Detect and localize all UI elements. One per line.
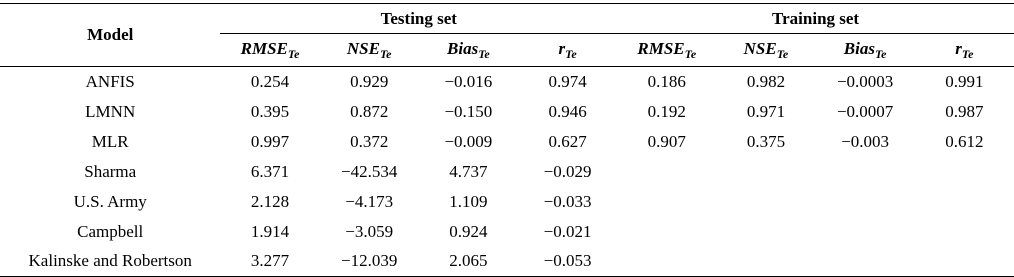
metric-header: $r_{Te}$ [955, 38, 974, 61]
value-cell: 0.872 [350, 101, 389, 121]
metric-header: Bias$_{Te}$ [447, 38, 490, 61]
value-cell: 1.109 [449, 191, 488, 211]
value-cell: 0.987 [945, 101, 984, 121]
table-row [0, 127, 1014, 157]
table-row [0, 157, 1014, 187]
value-cell: −0.029 [543, 161, 592, 181]
value-cell: 1.914 [250, 221, 290, 241]
metric-header: $r_{Te}$ [558, 38, 577, 61]
value-cell: 0.375 [746, 131, 786, 151]
results-table [0, 3, 1014, 277]
value-cell [915, 247, 1014, 277]
value-cell: −0.009 [444, 131, 493, 151]
table-row [0, 247, 1014, 277]
value-cell: 6.371 [250, 161, 290, 181]
table-row [0, 67, 1014, 97]
value-cell: −0.150 [444, 101, 493, 121]
value-cell: −0.003 [841, 131, 890, 151]
value-cell: 0.982 [746, 71, 786, 91]
value-cell: −0.0003 [836, 71, 894, 91]
value-cell [716, 247, 815, 277]
value-cell: 0.192 [647, 101, 686, 121]
value-cell [816, 247, 915, 277]
value-cell [816, 157, 915, 187]
value-cell: −42.534 [341, 161, 398, 181]
value-cell: −4.173 [345, 191, 394, 211]
metric-header: $NSE_{Te}$ [346, 38, 392, 61]
value-cell [716, 157, 815, 187]
value-cell [617, 157, 716, 187]
value-cell [915, 187, 1014, 217]
value-cell: 0.254 [250, 71, 290, 91]
value-cell: −0.053 [518, 247, 617, 277]
model-cell: Kalinske and Robertson [0, 247, 220, 277]
value-cell: 0.974 [548, 71, 587, 91]
value-cell [716, 187, 815, 217]
value-cell [816, 217, 915, 247]
value-cell [617, 187, 716, 217]
metric-header: Bias$_{Te}$ [843, 38, 887, 61]
value-cell: −0.016 [444, 71, 493, 91]
header-row-groups [0, 4, 1014, 34]
value-cell: 0.395 [250, 101, 290, 121]
value-cell: 0.627 [548, 131, 587, 151]
value-cell [617, 217, 716, 247]
table-row [0, 97, 1014, 127]
value-cell: −0.0007 [836, 101, 894, 121]
metric-header: $NSE_{Te}$ [743, 38, 789, 61]
value-cell [716, 217, 815, 247]
table-row [0, 187, 1014, 217]
metric-header: $RMSE_{Te}$ [240, 38, 300, 61]
model-cell: MLR [91, 131, 129, 151]
value-cell: 4.737 [449, 161, 488, 181]
value-cell [816, 187, 915, 217]
value-cell: 0.186 [647, 71, 686, 91]
metric-header: $RMSE_{Te}$ [637, 38, 697, 61]
value-cell: −0.033 [543, 191, 592, 211]
value-cell: 0.929 [350, 71, 389, 91]
value-cell: 2.065 [419, 247, 518, 277]
value-cell [915, 157, 1014, 187]
value-cell: 0.946 [548, 101, 587, 121]
model-cell: ANFIS [85, 71, 135, 91]
value-cell: 0.612 [945, 131, 984, 151]
value-cell [617, 247, 716, 277]
model-cell: Campbell [77, 221, 144, 241]
value-cell: 0.924 [449, 221, 488, 241]
value-cell: 2.128 [250, 191, 290, 211]
model-cell: LMNN [85, 101, 136, 121]
table-row [0, 217, 1014, 247]
value-cell: −0.021 [543, 221, 592, 241]
value-cell: 0.991 [945, 71, 984, 91]
value-cell: 0.997 [250, 131, 290, 151]
value-cell: −3.059 [345, 221, 394, 241]
value-cell: 0.372 [350, 131, 389, 151]
value-cell [915, 217, 1014, 247]
testing-set-header: Testing set [220, 4, 617, 34]
model-column-header: Model [0, 4, 220, 67]
model-cell: Sharma [84, 161, 137, 181]
training-set-header: Training set [617, 4, 1014, 34]
model-cell: U.S. Army [73, 191, 147, 211]
value-cell: −12.039 [320, 247, 419, 277]
value-cell: 0.907 [647, 131, 686, 151]
value-cell: 0.971 [746, 101, 786, 121]
value-cell: 3.277 [220, 247, 319, 277]
